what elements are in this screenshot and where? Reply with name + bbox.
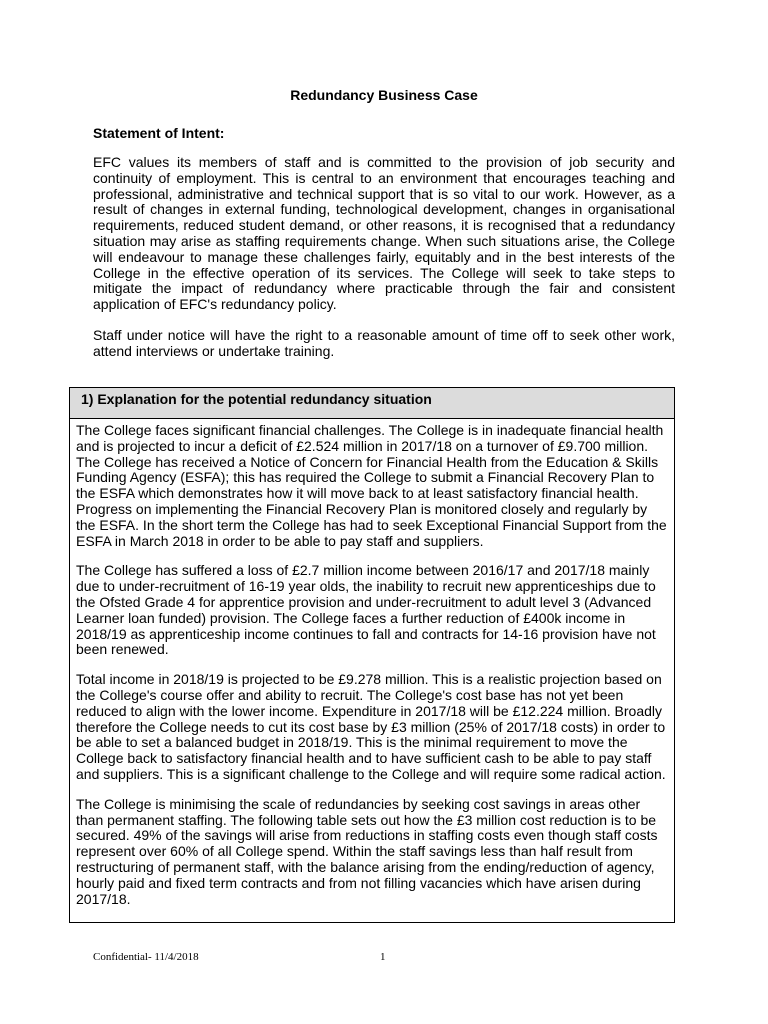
section-paragraph: The College faces significant financial challenges. The College is in inadequate financial health and is projected to incur a deficit of £2.524 million in 2017/18 on a turnover of £9.700 million. The College has received a Notice of Concern for Financial Health from the Education & Skills Funding Agency (ESFA); this has required the College to submit a Financial Recovery Plan to the ESFA which demonstrates how it will move back to at least satisfactory financial health. Progress on implementing the Financial Recovery Plan is monitored closely and regularly by the ESFA. In the short term the College has had to seek Exceptional Financial Support from the ESFA in March 2018 in order to be able to pay staff and suppliers. <box>76 422 667 549</box>
intro-paragraph: Staff under notice will have the right to a reasonable amount of time off to seek other work, attend interviews or undertake training. <box>93 326 675 359</box>
footer-confidential: Confidential- 11/4/2018 <box>93 951 199 963</box>
intro-paragraph: EFC values its members of staff and is committed to the provision of job security and continuity of employment. This is central to an environment that encourages teaching and professional, administrative and technical support that is so vital to our work. However, as a result of changes in external funding, technological development, changes in organisational requirements, reduced student demand, or other reasons, it is recognised that a redundancy situation may arise as staffing requirements change. When such situations arise, the College will endeavour to manage these challenges fairly, equitably and in the best interests of the College in the effective operation of its services. The College will seek to take steps to mitigate the impact of redundancy where practicable through the fair and consistent application of EFC's redundancy policy. <box>93 154 675 313</box>
section-paragraph: The College has suffered a loss of £2.7 million income between 2016/17 and 2017/18 mainly due to under-recruitment of 16-19 year olds, the inability to recruit new apprenticeships due to the Ofsted Grade 4 for apprentice provision and under-recruitment to adult level 3 (Advanced Learner loan funded) provision. The College faces a further reduction of £400k income in 2018/19 as apprenticeship income continues to fall and contracts for 14-16 provision have not been renewed. <box>76 562 656 658</box>
footer-page-number: 1 <box>380 951 386 963</box>
section-paragraph: The College is minimising the scale of redundancies by seeking cost savings in areas other than permanent staffing. The following table sets out how the £3 million cost reduction is to be secured. 49% of the savings will arise from reductions in staffing costs even though staff costs represent over 60% of all College spend. Within the staff savings less than half result from restructuring of permanent staff, with the balance arising from the ending/reduction of agency, hourly paid and fixed term contracts and from not filling vacancies which have arisen during 2017/18. <box>76 795 658 907</box>
section-heading: 1) Explanation for the potential redundancy situation <box>70 388 674 419</box>
page-title: Redundancy Business Case <box>290 87 478 103</box>
section-body <box>70 419 674 907</box>
section-paragraph: Total income in 2018/19 is projected to be £9.278 million. This is a realistic projection based on the College's course offer and ability to recruit. The College's cost base has not yet been reduced to align with the lower income. Expenditure in 2017/18 will be £12.224 million. Broadly therefore the College needs to cut its cost base by £3 million (25% of 2017/18 costs) in order to be able to set a balanced budget in 2018/19. This is the minimal requirement to move the College back to satisfactory financial health and to have sufficient cash to be able to pay staff and suppliers. This is a significant challenge to the College and will require some radical action. <box>76 671 666 782</box>
statement-of-intent-heading: Statement of Intent: <box>93 125 225 141</box>
explanation-section-box <box>69 387 675 923</box>
statement-of-intent-body <box>93 155 675 375</box>
